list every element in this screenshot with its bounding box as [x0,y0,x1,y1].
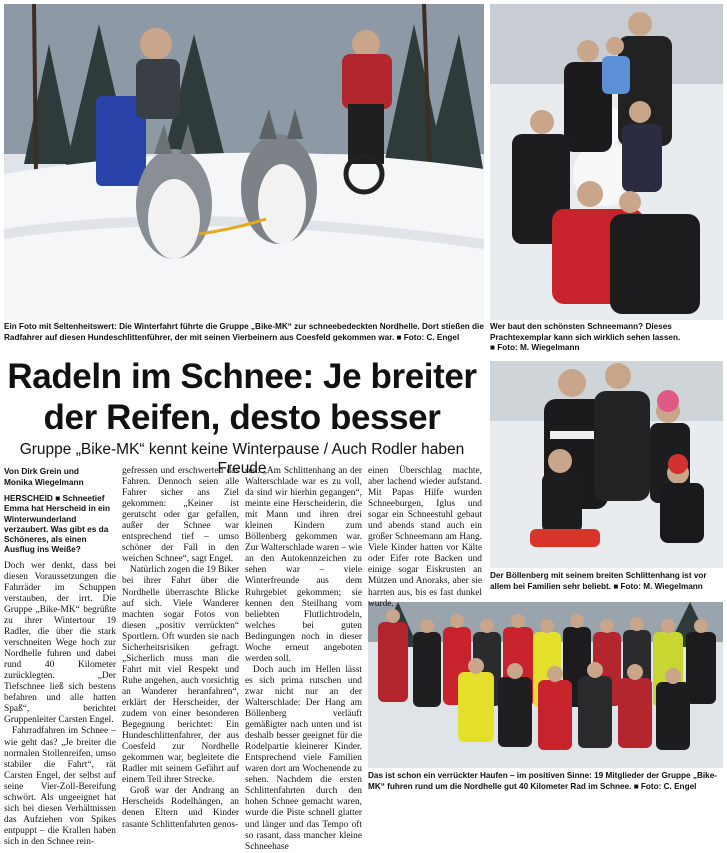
article-column-4 [368,466,482,610]
family-caption: Der Böllenberg mit seinem breiten Schlittenhang ist vor allem bei Familien sehr beliebt. ■ Foto: M. Wiegelmann [490,571,707,591]
body-paragraph: sen. „Am Schlittenhang an der Walterschlade war es zu voll, da sind wir hierhin gegangen“, meinte eine Herscheiderin, die mit Mann und ihren drei kleinen Kindern zum Böllenberg gekommen war. Zur Walterschlade waren – wie an den Autokennzeichen zu sehen war – viele Winterfreunde aus dem Ruhrgebiet gekommen; sie kennen den Steilhang vom beliebten Flutlichtrodeln, welches bei guten Bedingungen noch in dieser Woche erneut angeboten werden soll. [245,466,362,664]
headline-line-2: der Reifen, desto besser [43,398,441,437]
body-paragraph: Doch wer denkt, dass bei diesen Voraussetzungen die Fahrräder im Schuppen verstauben, der irrt. Die Gruppe „Bike-MK“ begrüßte zu ihrer Wintertour 19 Radler, die über die stark verschneiten Wege hoch zur Nordhelle fuhren und dabei rund 40 Kilometer zurücklegten. „Der Tiefschnee ließ sich bestens befahren und alle hatten Spaß“, berichtet Gruppenleiter Carsten Engel. [4,560,116,726]
body-paragraph: einen Überschlag machte, aber lachend wieder aufstand. Mit Papas Hilfe wurden Schneeburgen, Iglus und sogar ein Schneestuhl gebaut und abends stand auch ein großer Schneemann am Hang. Viele Kinder hatten vor Kälte oder Eifer rote Backen und einige sogar Eiskrusten an Mützen und Anoraks, aber sie harrten aus, bis es fast dunkel wurde. [368,466,482,609]
body-paragraph: Doch auch im Hellen lässt es sich prima rutschen und zwar nicht nur an der Walterschlade: Der Hang am Böllenberg verläuft gemäßigter nach unten und ist deshalb besser geeignet für die Rodelpartie kleinerer Kinder. Entsprechend viele Familien waren dort am Wochenende zu sehen. Nachdem die ersten Schlittenfahrten durch den hohen Schnee gemacht waren, wurde die Piste schnell glatter und länger und das Tempo oft so rasant, dass mancher kleine Schneehase [245,664,362,852]
cyclist-group-photo [368,602,723,768]
group-caption: Das ist schon ein verrückter Haufen – im positiven Sinne: 19 Mitglieder der Gruppe „Bike-MK“ fuhren rund um die Nordhelle gut 40 Kilometer Rad im Schnee. ■ Foto: C. Engel [368,771,717,791]
article-column-1 [4,466,116,848]
sled-family-photo [490,361,723,568]
lead-paragraph: HERSCHEID ■ Schneetief Emma hat Herscheid in ein Winterwunderland verzaubert. Was gibt es da Schöneres, als einen Ausflug ins Weiße? [4,493,111,555]
dogsled-caption: Ein Foto mit Seltenheitswert: Die Winterfahrt führte die Gruppe „Bike-MK“ zur schneebedeckten Nordhelle. Dort stießen die Radfahrer auf diesen Hundeschlittenführer, der mit seinen Vierbeinern aus Coesfeld gekommen war. ■ Foto: C. Engel [4,322,484,342]
headline-line-1: Radeln im Schnee: Je breiter [7,357,477,396]
byline: Von Dirk Grein und Monika Wiegelmann [4,466,84,487]
body-paragraph: gefressen und erschwerten das Fahren. Dennoch seien alle Fahrer sicher ans Ziel gekommen: „Keiner ist gerutscht oder gar gefallen, außer der Schnee war entsprechend tief – umso schöner der Fall in den weichen Schnee“, sagt Engel. [122,466,239,565]
dogsled-credit: ■ Foto: C. Engel [396,332,460,342]
family-credit: ■ Foto: M. Wiegelmann [613,581,703,591]
subhead: Gruppe „Bike-MK“ kennt keine Winterpause / Auch Rodler haben Freude [19,441,465,477]
snowman-caption: Wer baut den schönsten Schneemann? Dieses Prachtexemplar kann sich wirklich sehen lassen. ■ Foto: M. Wiegelmann [490,322,681,352]
body-paragraph: Fahrradfahren im Schnee – wie geht das? „Je breiter die normalen Stollenreifen, umso stabiler die Fahrt“, rät Carsten Engel, der selbst auf seine Vier-Zoll-Bereifung schwört. Als ungeeignet hat sich bei diesen Verhältnissen das Aufziehen von Spikes entpuppt – die Krallen haben sich in den Schnee rein- [4,726,116,847]
dogsled-photo [4,4,484,320]
group-credit: ■ Foto: C. Engel [633,781,697,791]
dateline: HERSCHEID [4,493,53,503]
article-column-3 [245,466,362,853]
article-column-2 [122,466,239,831]
snowman-credit: ■ Foto: M. Wiegelmann [490,343,580,352]
headline [4,356,480,438]
body-paragraph: Groß war der Andrang an Herscheids Rodelhängen, an denen Eltern und Kinder rasante Schlittenfahrten genos- [122,786,239,830]
body-paragraph: Natürlich zogen die 19 Biker bei ihrer Fahrt über die Nordhelle überraschte Blicke auf sich. Viele Wanderer machten sogar Fotos von diesen „positiv verrückten“ Sportlern. Oft wurden sie nach Sicherheitsrisiken gefragt. „Sicherlich muss man die Fahrt mit viel Respekt und Ruhe angehen, auch vorsichtig an Wanderer heranfahren“, erklärt der Herscheider, der zudem von einer besonderen Begegnung berichtet: Ein Hundeschlittenfahrer, der aus Coesfeld zur Nordhelle gekommen war, begleitete die Radler mit seinem Gefährt auf einem Teil ihrer Strecke. [122,565,239,786]
snowman-family-photo [490,4,723,320]
